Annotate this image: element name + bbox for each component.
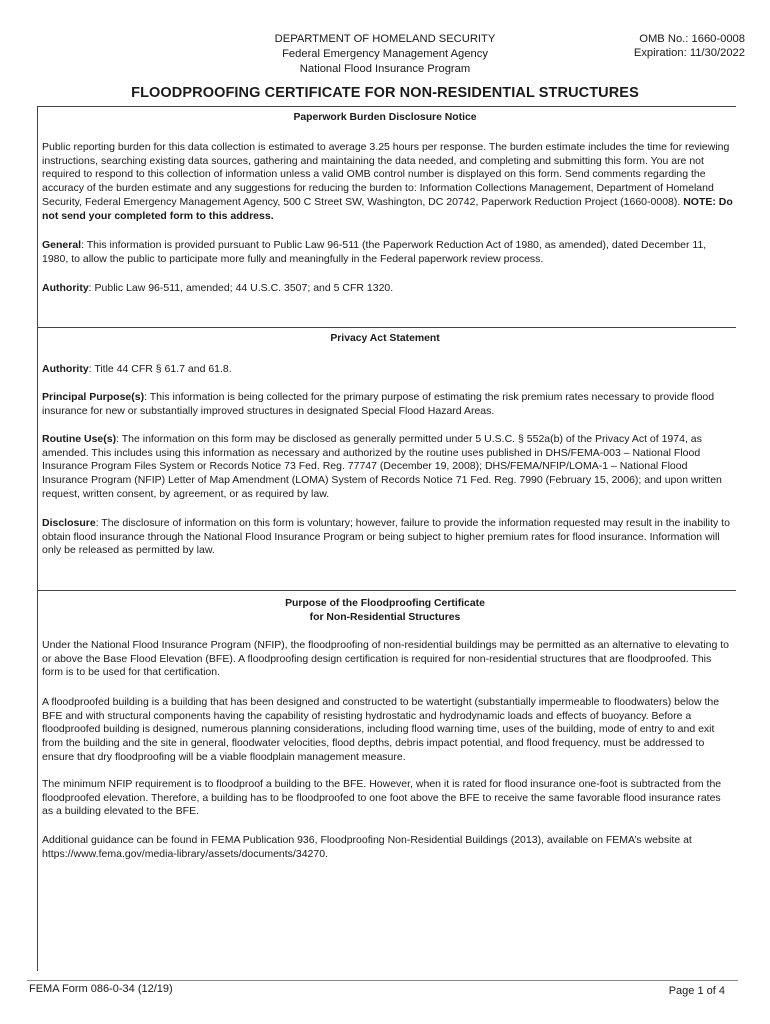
disclosure-text: : The disclosure of information on this form is voluntary; however, failure to provide the information requested may result in the inability to obtain flood insurance through the National Flood Insurance Program or being subject to higher premium rates for flood insurance. Information will only be released as permitted by law. xyxy=(42,517,730,557)
purpose-heading-line2: for Non-Residential Structures xyxy=(309,612,461,623)
privacy-authority-paragraph xyxy=(42,363,734,377)
principal-purpose-text: : This information is being collected for the primary purpose of estimating the risk premium rates necessary to provide flood insurance for new or substantially improved structures in designated Special Flood Hazard Areas. xyxy=(42,391,715,417)
omb-info xyxy=(634,32,745,60)
page-number: Page 1 of 4 xyxy=(668,985,725,997)
burden-heading: Paperwork Burden Disclosure Notice xyxy=(293,112,477,123)
purpose-paragraph-4: Additional guidance can be found in FEMA Publication 936, Floodproofing Non-Residential Buildings (2013), available on FEMA’s website at https://www.fema.gov/media-library/assets/documents/34270. xyxy=(42,834,692,860)
burden-authority-label: Authority xyxy=(42,282,89,294)
privacy-authority-label: Authority xyxy=(42,363,89,375)
page-title: FLOODPROOFING CERTIFICATE FOR NON-RESIDENTIAL STRUCTURES xyxy=(131,85,639,101)
disclosure-paragraph xyxy=(42,517,734,558)
burden-note: NOTE: Do not send your completed form to this address. xyxy=(42,195,733,222)
burden-text: Public reporting burden for this data collection is estimated to average 3.25 hours per response. The burden estimate includes the time for reviewing instructions, searching existing data sources, gathering and maintaining the data needed, and completing and submitting this form. You are not required to respond to this collection of information unless a valid OMB control number is displayed on this form. Send comments regarding the accuracy of the burden estimate and any suggestions for reducing the burden to: Information Collections Management, Department of Homeland Security, Federal Emergency Management Agency, 500 C Street SW, Washington, DC 20742, Paperwork Reduction Project (1660-0008). xyxy=(42,141,730,208)
purpose-heading xyxy=(0,597,770,625)
purpose-paragraph-3: The minimum NFIP requirement is to floodproof a building to the BFE. However, when it is rated for flood insurance one-foot is subtracted from the floodproofed elevation. Therefore, a building has to be floodproofed to one foot above the BFE to receive the same favorable flood insurance rates as a building elevated to the BFE. xyxy=(42,778,722,818)
burden-authority-text: : Public Law 96-511, amended; 44 U.S.C. 3507; and 5 CFR 1320. xyxy=(88,282,394,294)
omb-number: OMB No.: 1660-0008 xyxy=(639,33,745,45)
section-divider-privacy xyxy=(37,327,736,328)
purpose-heading-line1: Purpose of the Floodproofing Certificate xyxy=(285,598,485,609)
routine-uses-paragraph xyxy=(42,433,734,502)
routine-uses-text: : The information on this form may be disclosed as generally permitted under 5 U.S.C. § 552a(b) of the Privacy Act of 1974, as amended. This includes using this information as necessary and authorized by the routine uses published in DHS/FEMA-003 – National Flood Insurance Program Files System or Records Notice 73 Fed. Reg. 77747 (December 19, 2008); DHS/FEMA/NFIP/LOMA-1 – National Flood Insurance Program (NFIP) Letter of Map Amendment (LOMA) System of Records Notice 71 Fed. Reg. 7990 (February 15, 2006); and upon written request, written consent, by agreement, or as required by law. xyxy=(42,433,722,500)
general-label: General xyxy=(42,239,82,251)
agency-name: Federal Emergency Management Agency xyxy=(282,48,488,60)
disclosure-label: Disclosure xyxy=(42,517,96,529)
burden-paragraph xyxy=(42,141,734,223)
privacy-authority-text: : Title 44 CFR § 61.7 and 61.8. xyxy=(88,363,232,375)
burden-authority-paragraph xyxy=(42,282,734,296)
routine-uses-label: Routine Use(s) xyxy=(42,433,117,445)
purpose-paragraph-2: A floodproofed building is a building that has been designed and constructed to be watertight (substantially impermeable to floodwaters) below the BFE and with structural components having the capability of resisting hydrostatic and hydrodynamic loads and effects of buoyancy. Before a floodproofed building is designed, numerous planning considerations, including flood warning time, uses of the building, mode of entry to and exit from the building and the site in general, floodwater velocities, flood depths, debris impact potential, and flood frequency, must be addressed to ensure that dry floodproofing will be a viable floodplain management measure. xyxy=(42,696,720,763)
expiration-date: Expiration: 11/30/2022 xyxy=(633,47,745,59)
principal-purpose-label: Principal Purpose(s) xyxy=(42,391,145,403)
privacy-heading: Privacy Act Statement xyxy=(330,333,440,344)
general-paragraph xyxy=(42,239,734,266)
purpose-paragraph-1: Under the National Flood Insurance Program (NFIP), the floodproofing of non-residential buildings may be permitted as an alternative to elevating to or above the Base Flood Elevation (BFE). A floodproofing design certification is required for non-residential structures that are floodproofed. This form is to be used for that certification. xyxy=(42,639,729,679)
form-number: FEMA Form 086-0-34 (12/19) xyxy=(29,983,173,995)
footer-rule xyxy=(27,980,738,981)
department-name: DEPARTMENT OF HOMELAND SECURITY xyxy=(274,33,496,45)
section-divider-purpose xyxy=(37,590,736,591)
principal-purpose-paragraph xyxy=(42,391,734,418)
general-text: : This information is provided pursuant to Public Law 96-511 (the Paperwork Reduction Act of 1980, as amended), dated December 11, 1980, to allow the public to participate more fully and meaningfully in the Federal paperwork review process. xyxy=(42,239,707,265)
program-name: National Flood Insurance Program xyxy=(299,63,471,75)
